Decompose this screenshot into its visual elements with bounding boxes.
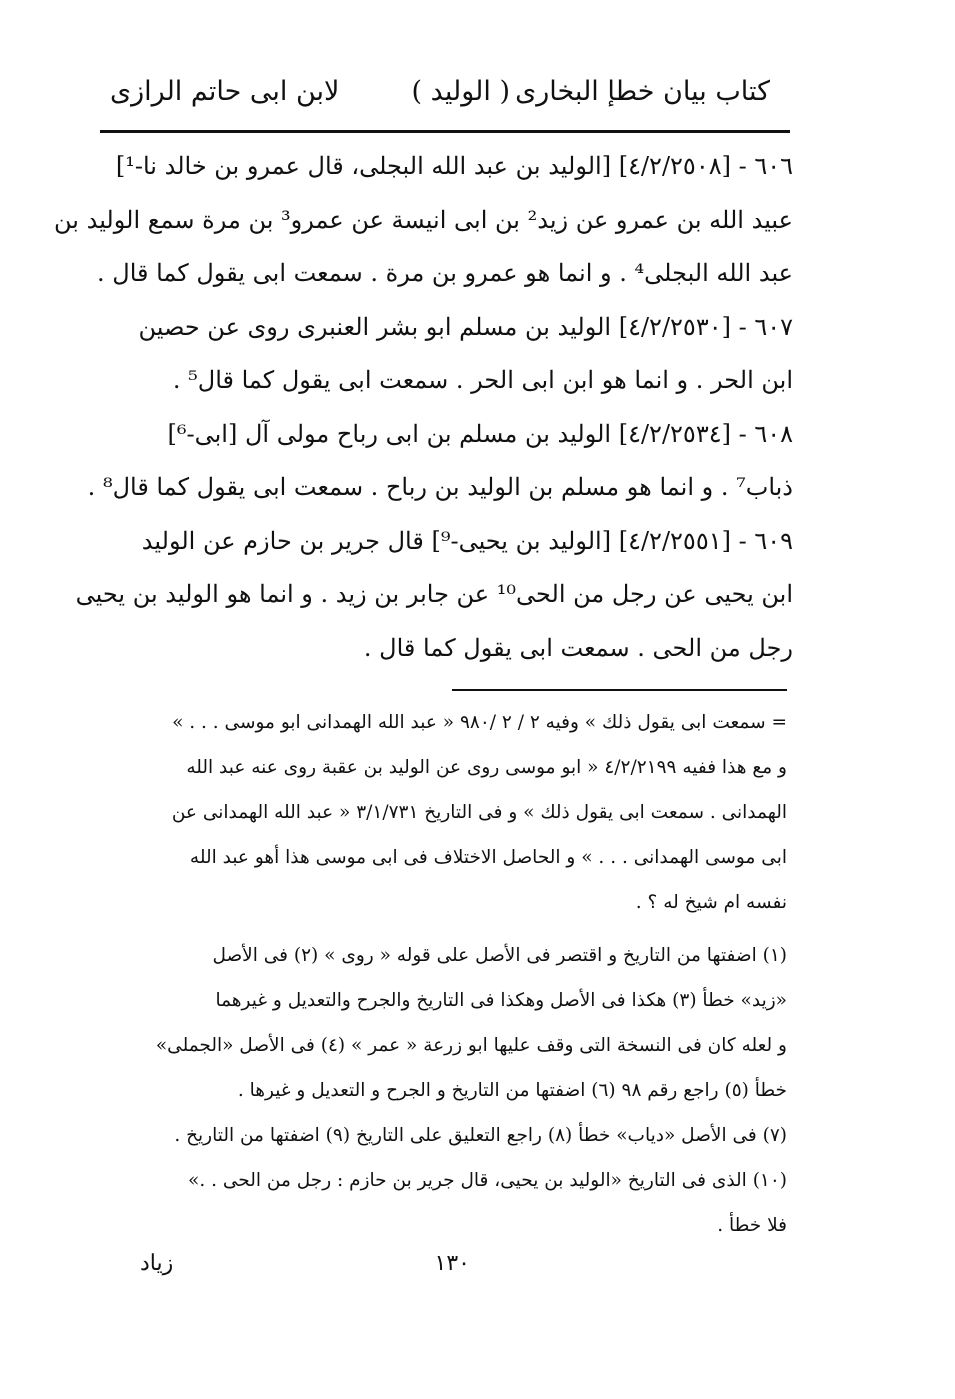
footnote-line: «زيد» خطأ (٣) هكذا فى الأصل وهكذا فى التاريخ والجرح والتعديل و غيرهما [215,990,787,1011]
text-line: ذباب⁷ . و انما هو مسلم بن الوليد بن رباح . سمعت ابى يقول كما قال⁸ . [87,473,793,501]
header-rule [100,130,790,133]
page-number: ١٣٠ [434,1251,470,1276]
text-line: ابن يحيى عن رجل من الحى¹⁰ عن جابر بن زيد . و انما هو الوليد بن يحيى [75,580,793,608]
footnote-line: و مع هذا ففيه ٤/٢/٢١٩٩ « ابو موسى روى عن الوليد بن عقبة روى عنه عبد الله [186,757,787,778]
signature: زياد [140,1251,174,1276]
page-footer [100,1245,790,1285]
text-line: ٦٠٦ - [٤/٢/٢٥٠٨] [الوليد بن عبد الله البجلى، قال عمرو بن خالد نا-¹] [115,152,793,180]
section-title: ( الوليد ) [411,76,510,107]
footnote-line: نفسه ام شيخ له ؟ . [635,892,787,913]
main-text [54,140,793,675]
text-line: ٦٠٧ - [٤/٢/٢٥٣٠] الوليد بن مسلم ابو بشر العنبرى روى عن حصين [138,312,793,341]
footnote-line: = سمعت ابى يقول ذلك » وفيه ٢ / ٢ /٩٨٠ « عبد الله الهمدانى ابو موسى . . . » [172,712,787,733]
footnote-line: (١٠) الذى فى التاريخ «الوليد بن يحيى، قال جرير بن حازم : رجل من الحى . .» [188,1170,787,1191]
footnotes [115,700,787,1248]
book-title: كتاب بيان خطإ البخارى [515,76,770,107]
author-name: لابن ابى حاتم الرازى [110,76,340,107]
footnote-line: فلا خطأ . [717,1215,787,1236]
footnote-line: (١) اضفتها من التاريخ و اقتصر فى الأصل على قوله « روى » (٢) فى الأصل [212,945,787,966]
text-line: عبد الله البجلى⁴ . و انما هو عمرو بن مرة . سمعت ابى يقول كما قال . [97,259,793,287]
footnote-line: خطأ (٥) راجع رقم ٩٨ (٦) اضفتها من التاريخ و الجرح و التعديل و غيرها . [237,1080,787,1101]
text-line: عبيد الله بن عمرو عن زيد² بن ابى انيسة عن عمرو³ بن مرة سمع الوليد بن [54,205,793,234]
text-line: ٦٠٨ - [٤/٢/٢٥٣٤] الوليد بن مسلم بن ابى رباح مولى آل [ابى-⁶] [167,419,793,448]
text-line: رجل من الحى . سمعت ابى يقول كما قال . [363,633,793,662]
footnote-line: الهمدانى . سمعت ابى يقول ذلك » و فى التاريخ ٣/١/٧٣١ « عبد الله الهمدانى عن [171,802,787,823]
text-line: ابن الحر . و انما هو ابن ابى الحر . سمعت ابى يقول كما قال⁵ . [172,366,793,394]
footnote-line: (٧) فى الأصل «دياب» خطأ (٨) راجع التعليق على التاريخ (٩) اضفتها من التاريخ . [174,1125,787,1146]
running-header [100,70,790,120]
footnote-line: ابى موسى الهمدانى . . . » و الحاصل الاختلاف فى ابى موسى هذا أهو عبد الله [189,847,787,868]
footnote-rule [452,689,787,691]
footnote-line: و لعله كان فى النسخة التى وقف عليها ابو زرعة « عمر » (٤) فى الأصل «الجملى» [155,1035,787,1056]
text-line: ٦٠٩ - [٤/٢/٢٥٥١] [الوليد بن يحيى-⁹] قال جرير بن حازم عن الوليد [141,526,793,555]
